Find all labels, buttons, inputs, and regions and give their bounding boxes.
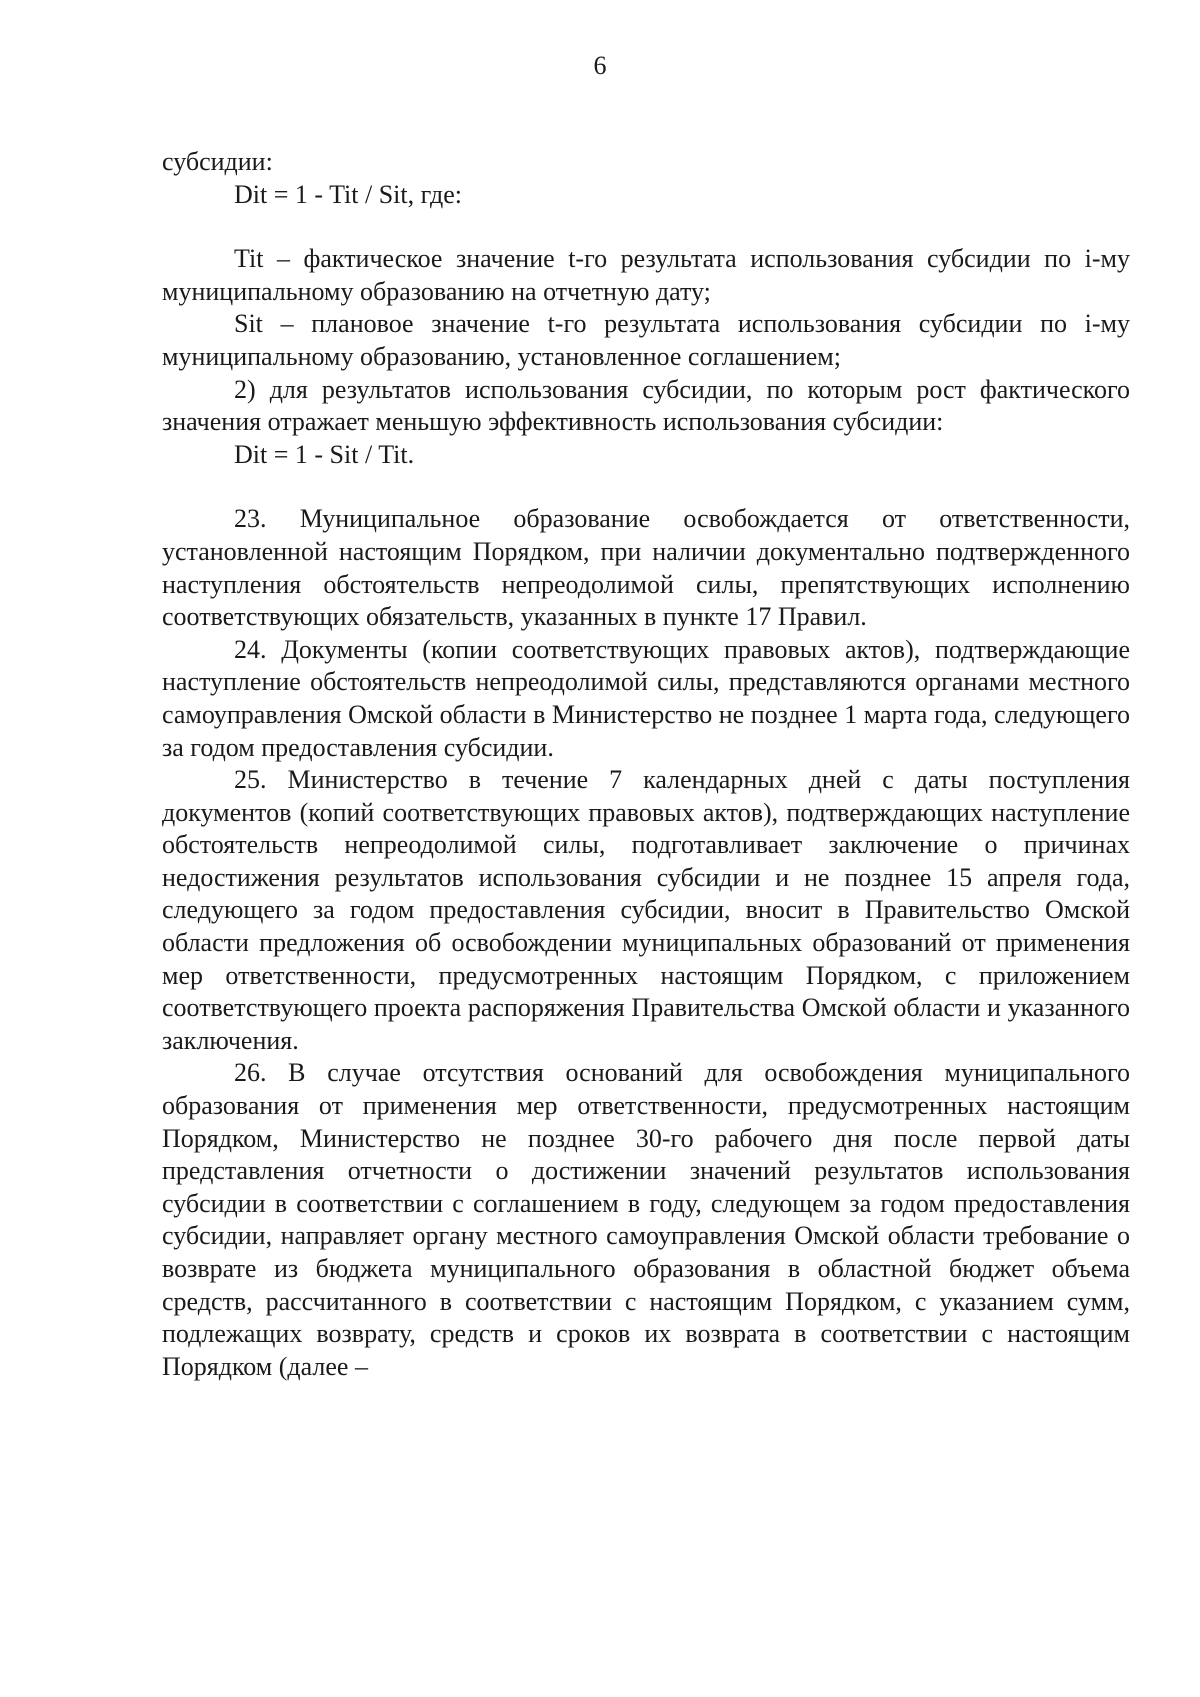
paragraph-continuation: субсидии: — [162, 147, 273, 176]
document-body — [162, 146, 1130, 1383]
paragraph-26: 26. В случае отсутствия оснований для освобождения муниципального образования от применения мер ответственности, предусмотренных настоящим Порядком, Министерство не позднее 30-го рабочего дня после первой даты представления отчетности о достижении значений результатов использования субсидии в соответствии с соглашением в году, следующем за годом предоставления субсидии, направляет органу местного самоуправления Омской области требование о возврате из бюджета муниципального образования в областной бюджет объема средств, рассчитанного в соответствии с настоящим Порядком, с указанием сумм, подлежащих возврату, средств и сроков их возврата в соответствии с настоящим Порядком (далее – — [162, 1058, 1130, 1381]
definition-tit: Tit – фактическое значение t-го результата использования субсидии по i-му муниципальному образованию на отчетную дату; — [162, 244, 1130, 306]
formula-1: Dit = 1 - Tit / Sit, где: — [234, 179, 462, 209]
definition-sit: Sit – плановое значение t-го результата использования субсидии по i-му муниципальному образованию, установленное соглашением; — [162, 309, 1130, 371]
page-number: 6 — [593, 51, 607, 80]
paragraph-25: 25. Министерство в течение 7 календарных дней с даты поступления документов (копий соответствующих правовых актов), подтверждающих наступление обстоятельств непреодолимой силы, подготавливает заключение о причинах недостижения результатов использования субсидии и не позднее 15 апреля года, следующего за годом предоставления субсидии, вносит в Правительство Омской области предложения об освобождении муниципальных образований от применения мер ответственности, предусмотренных настоящим Порядком, с приложением соответствующего проекта распоряжения Правительства Омской области и указанного заключения. — [162, 765, 1130, 1055]
formula-2: Dit = 1 - Sit / Tit. — [234, 439, 415, 469]
paragraph-24: 24. Документы (копии соответствующих правовых актов), подтверждающие наступление обстоятельств непреодолимой силы, представляются органами местного самоуправления Омской области в Министерство не позднее 1 марта года, следующего за годом предоставления субсидии. — [162, 634, 1130, 762]
paragraph-23: 23. Муниципальное образование освобождается от ответственности, установленной настоящим Порядком, при наличии документально подтвержденного наступления обстоятельств непреодолимой силы, препятствующих исполнению соответствующих обязательств, указанных в пункте 17 Правил. — [162, 504, 1130, 632]
item-2: 2) для результатов использования субсидии, по которым рост фактического значения отражает меньшую эффективность использования субсидии: — [162, 374, 1130, 437]
